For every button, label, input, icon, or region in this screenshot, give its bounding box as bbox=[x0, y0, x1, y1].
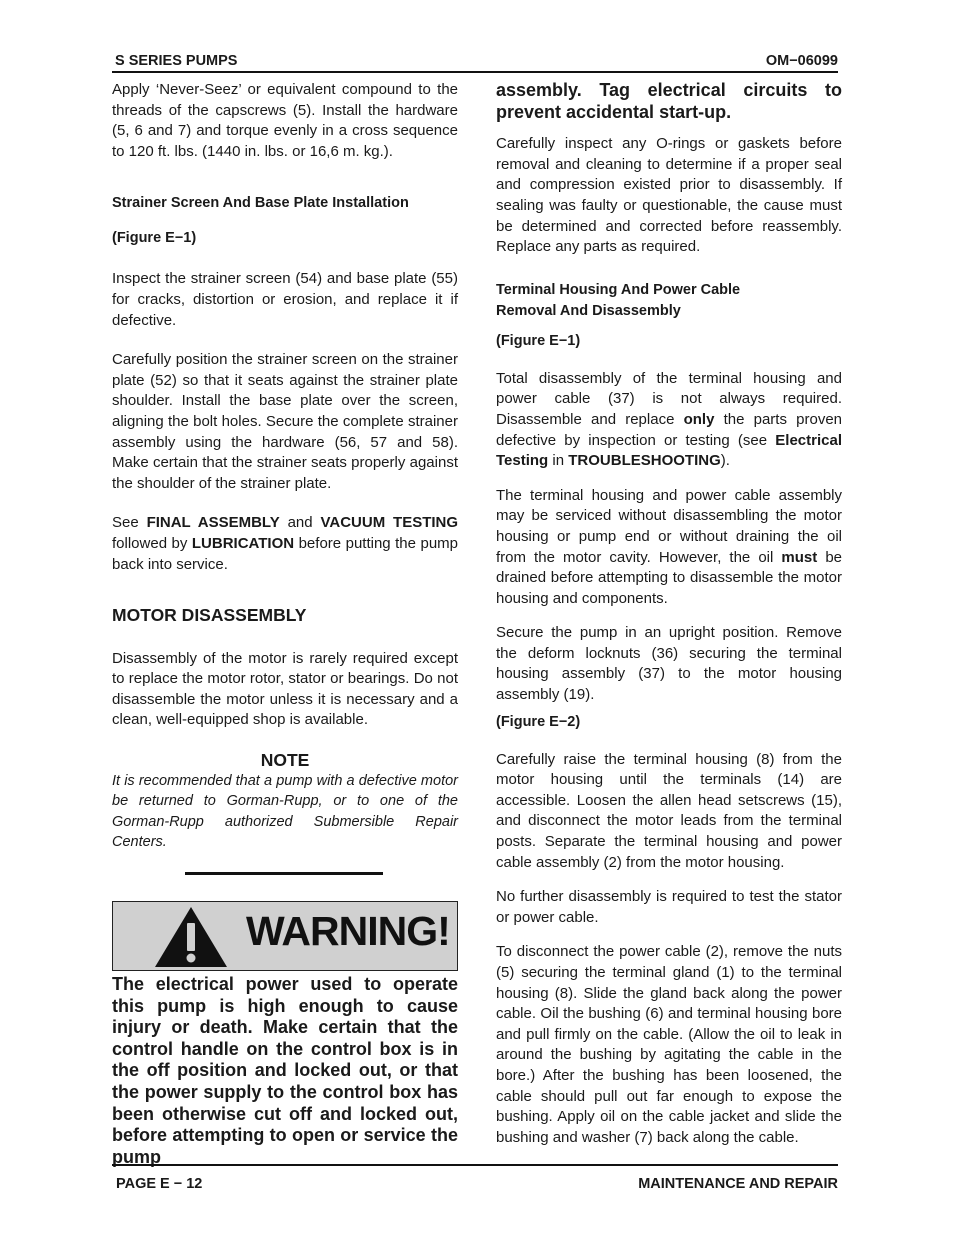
header-doc-number: OM−06099 bbox=[765, 53, 838, 69]
text-drained: be drained before attempting to disassemble the motor housing and components. bbox=[496, 548, 842, 607]
text-and: and bbox=[287, 514, 313, 532]
figure-e2-ref: (Figure E−2) bbox=[496, 713, 581, 730]
terminal-service-paragraph bbox=[496, 486, 842, 610]
capscrew-paragraph: Apply ‘Never-Seez’ or equivalent compound to the threads of the capscrews (5). Install the hardware (5, 6 and 7) and torque evenly in a cross sequence to 120 ft. lbs. (1440 in. lbs. or 16,6 m. kg.). bbox=[112, 81, 458, 160]
motor-disassembly-paragraph: Disassembly of the motor is rarely required except to replace the motor rotor, stator or bearings. Do not disassemble the motor unless it is necessary and a clean, well-equipped shop is available. bbox=[112, 649, 458, 729]
total-disassembly-paragraph bbox=[496, 369, 842, 472]
text-see: See bbox=[112, 514, 139, 532]
text-in: in bbox=[552, 452, 565, 470]
no-further-disassembly-paragraph: No further disassembly is required to test the stator or power cable. bbox=[496, 888, 842, 926]
strainer-figure-ref: (Figure E−1) bbox=[112, 230, 197, 247]
warning-triangle-icon bbox=[153, 905, 229, 969]
strainer-heading: Strainer Screen And Base Plate Installation bbox=[112, 195, 409, 212]
warning-banner bbox=[112, 901, 458, 971]
ref-final-assembly: FINAL ASSEMBLY bbox=[146, 514, 280, 532]
note-text: It is recommended that a pump with a defective motor be returned to Gorman-Rupp, or to one of the Gorman-Rupp authorized Submersible Repair Centers. bbox=[112, 772, 458, 851]
inspect-orings-paragraph: Carefully inspect any O-rings or gaskets before removal and cleaning to determine if a proper seal and compression existed prior to disassembly. If sealing was faulty or questionable, the cause must be determined and corrected before reassembly. Replace any parts as required. bbox=[496, 135, 842, 256]
warning-continuation: assembly. Tag electrical circuits to prevent accidental start-up. bbox=[496, 80, 842, 122]
terminal-heading-line2: Removal And Disassembly bbox=[496, 302, 681, 319]
text-end: before putting the pump back into service. bbox=[112, 534, 459, 573]
emph-must: must bbox=[781, 548, 818, 566]
terminal-heading-line1: Terminal Housing And Power Cable bbox=[496, 281, 741, 298]
terminal-figure-ref: (Figure E−1) bbox=[496, 332, 581, 349]
secure-pump-paragraph: Secure the pump in an upright position. Remove the deform locknuts (36) securing the terminal housing assembly (37) to the motor housing assembly (19). bbox=[496, 624, 842, 704]
warning-label: WARNING! bbox=[246, 908, 450, 955]
see-final-assembly-paragraph bbox=[112, 513, 458, 575]
header-series: S SERIES PUMPS bbox=[115, 53, 238, 69]
text-followed-by: followed by bbox=[112, 534, 188, 552]
footer-section: MAINTENANCE AND REPAIR bbox=[638, 1176, 838, 1192]
right-column bbox=[496, 80, 842, 1148]
ref-lubrication: LUBRICATION bbox=[191, 534, 295, 552]
note-title: NOTE bbox=[260, 750, 310, 771]
text-proven-defective: the parts proven defective by inspection or testing (see bbox=[496, 410, 843, 449]
position-strainer-paragraph: Carefully position the strainer screen on the strainer plate (52) so that it seats against the strainer plate shoulder. Install the base plate over the screen, aligning the bolt holes. Secure the complete strainer assembly using the hardware (56, 57 and 58). Make certain that the strainer seats properly against the shoulder of the strainer plate. bbox=[112, 351, 458, 492]
warning-text: The electrical power used to operate this pump is high enough to cause injury or death. Make certain that the control handle on the control box is in the off position and locked out, or that the power supply to the control box has been otherwise cut off and locked out, before attempting to open or service the pump bbox=[112, 974, 458, 1167]
ref-troubleshooting: TROUBLESHOOTING bbox=[568, 452, 721, 470]
text-close-paren: ). bbox=[720, 452, 730, 470]
text-total-disassembly: Total disassembly of the terminal housing and power cable (37) is not always required. Disassemble and replace bbox=[496, 369, 842, 428]
page-footer bbox=[112, 1164, 838, 1196]
ref-vacuum-testing: VACUUM TESTING bbox=[320, 514, 459, 532]
emph-only: only bbox=[683, 410, 715, 428]
inspect-strainer-paragraph: Inspect the strainer screen (54) and base plate (55) for cracks, distortion or erosion, and replace it if defective. bbox=[112, 270, 458, 329]
text-terminal-service: The terminal housing and power cable assembly may be serviced without disassembling the motor housing or pump end or without draining the oil from the motor cavity. However, the oil bbox=[496, 486, 842, 566]
disconnect-cable-paragraph: To disconnect the power cable (2), remove the nuts (5) securing the terminal gland (1) to the terminal housing (8). Slide the gland back along the power cable. Oil the bushing (6) and terminal housing bore and pull firmly on the cable. (Allow the oil to leak in around the bushing by agitating the cable in the bore.) After the bushing has been loosened, the cable should pull out far enough to expose the bushing. Apply oil on the cable jacket and slide the bushing and washer (7) back along the cable. bbox=[496, 943, 842, 1146]
left-column bbox=[112, 80, 458, 1168]
page-header bbox=[112, 52, 838, 73]
raise-terminal-paragraph: Carefully raise the terminal housing (8) from the motor housing until the terminals (14) are accessible. Loosen the allen head setscrews (15), and disconnect the motor leads from the terminal posts. Separate the terminal housing and power cable assembly (2) from the motor housing. bbox=[496, 750, 842, 871]
footer-page-number: PAGE E − 12 bbox=[116, 1176, 203, 1192]
ref-electrical-testing: Electrical Testing bbox=[496, 431, 842, 470]
motor-disassembly-heading: MOTOR DISASSEMBLY bbox=[112, 605, 307, 626]
